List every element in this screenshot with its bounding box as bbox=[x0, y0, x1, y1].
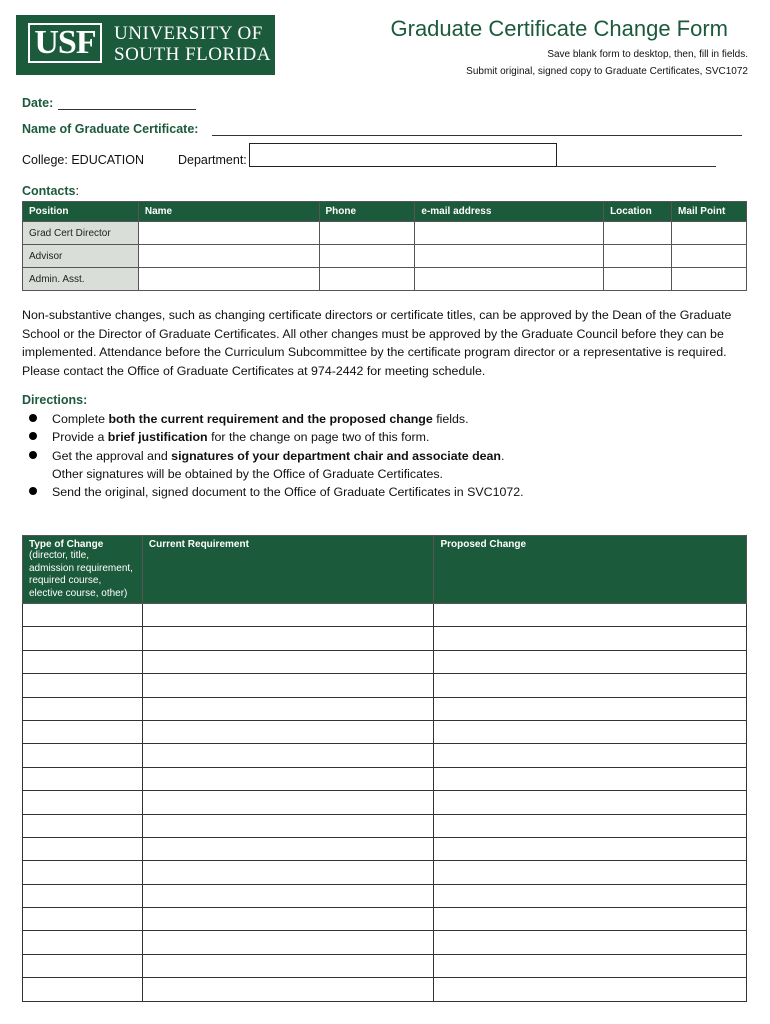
table-row bbox=[23, 791, 747, 814]
position-cell: Grad Cert Director bbox=[23, 222, 139, 245]
proposed-change-cell[interactable] bbox=[434, 604, 747, 627]
current-requirement-cell[interactable] bbox=[142, 650, 434, 673]
type-cell[interactable] bbox=[23, 604, 143, 627]
table-row bbox=[23, 931, 747, 954]
location-cell[interactable] bbox=[604, 245, 672, 268]
cert-name-field[interactable] bbox=[212, 134, 742, 136]
usf-mark: USF bbox=[28, 23, 102, 63]
item-text: Provide a bbox=[52, 430, 108, 445]
name-cell[interactable] bbox=[138, 245, 319, 268]
col-phone: Phone bbox=[319, 202, 415, 222]
proposed-change-cell[interactable] bbox=[434, 674, 747, 697]
current-requirement-cell[interactable] bbox=[142, 674, 434, 697]
current-requirement-cell[interactable] bbox=[142, 627, 434, 650]
table-row bbox=[23, 222, 747, 245]
current-requirement-cell[interactable] bbox=[142, 744, 434, 767]
item-bold: signatures of your department chair and associate dean bbox=[171, 448, 501, 463]
type-cell[interactable] bbox=[23, 791, 143, 814]
current-requirement-cell[interactable] bbox=[142, 791, 434, 814]
table-row bbox=[23, 268, 747, 291]
position-cell: Admin. Asst. bbox=[23, 268, 139, 291]
contacts-heading bbox=[22, 184, 79, 198]
contacts-table bbox=[22, 201, 747, 291]
col-title: Type of Change bbox=[29, 539, 104, 550]
email-cell[interactable] bbox=[415, 222, 604, 245]
email-cell[interactable] bbox=[415, 245, 604, 268]
list-item-continuation bbox=[28, 465, 748, 483]
name-cell[interactable] bbox=[138, 222, 319, 245]
col-proposed-change: Proposed Change bbox=[434, 536, 747, 604]
type-cell[interactable] bbox=[23, 627, 143, 650]
department-underline bbox=[556, 165, 716, 167]
table-row bbox=[23, 744, 747, 767]
proposed-change-cell[interactable] bbox=[434, 791, 747, 814]
cert-name-label: Name of Graduate Certificate: bbox=[22, 122, 199, 136]
col-subtitle: admission requirement, bbox=[29, 562, 133, 574]
current-requirement-cell[interactable] bbox=[142, 908, 434, 931]
proposed-change-cell[interactable] bbox=[434, 767, 747, 790]
table-row bbox=[23, 814, 747, 837]
col-subtitle: required course, bbox=[29, 575, 102, 586]
list-item bbox=[28, 410, 748, 428]
list-item bbox=[28, 428, 748, 446]
table-row bbox=[23, 697, 747, 720]
changes-table bbox=[22, 535, 747, 1002]
form-title: Graduate Certificate Change Form bbox=[390, 16, 728, 41]
type-cell[interactable] bbox=[23, 837, 143, 860]
current-requirement-cell[interactable] bbox=[142, 604, 434, 627]
current-requirement-cell[interactable] bbox=[142, 978, 434, 1001]
type-cell[interactable] bbox=[23, 814, 143, 837]
type-cell[interactable] bbox=[23, 697, 143, 720]
col-subtitle: elective course, other) bbox=[29, 587, 128, 599]
table-row bbox=[23, 837, 747, 860]
proposed-change-cell[interactable] bbox=[434, 884, 747, 907]
current-requirement-cell[interactable] bbox=[142, 884, 434, 907]
type-cell[interactable] bbox=[23, 861, 143, 884]
col-subtitle: (director, title, bbox=[29, 550, 90, 561]
proposed-change-cell[interactable] bbox=[434, 627, 747, 650]
position-cell: Advisor bbox=[23, 245, 139, 268]
item-text: . bbox=[501, 448, 505, 463]
type-cell[interactable] bbox=[23, 674, 143, 697]
phone-cell[interactable] bbox=[319, 268, 415, 291]
instruction-submit: Submit original, signed copy to Graduate Certificates, SVC1072 bbox=[466, 66, 748, 77]
proposed-change-cell[interactable] bbox=[434, 931, 747, 954]
college-label: College: EDUCATION bbox=[22, 153, 145, 167]
table-row bbox=[23, 650, 747, 673]
phone-cell[interactable] bbox=[319, 222, 415, 245]
current-requirement-cell[interactable] bbox=[142, 697, 434, 720]
directions-title: Directions: bbox=[22, 393, 88, 407]
department-label: Department: bbox=[178, 153, 247, 167]
list-item bbox=[28, 447, 748, 465]
type-cell[interactable] bbox=[23, 767, 143, 790]
table-row bbox=[23, 604, 747, 627]
logo-line-1: UNIVERSITY OF bbox=[114, 23, 263, 44]
item-text: Get the approval and bbox=[52, 448, 172, 463]
type-cell[interactable] bbox=[23, 908, 143, 931]
col-location: Location bbox=[604, 202, 672, 222]
bullet-icon bbox=[29, 414, 37, 422]
current-requirement-cell[interactable] bbox=[142, 954, 434, 977]
phone-cell[interactable] bbox=[319, 245, 415, 268]
proposed-change-cell[interactable] bbox=[434, 720, 747, 743]
table-row bbox=[23, 884, 747, 907]
proposed-change-cell[interactable] bbox=[434, 861, 747, 884]
table-row bbox=[23, 954, 747, 977]
table-row bbox=[23, 720, 747, 743]
proposed-change-cell[interactable] bbox=[434, 954, 747, 977]
location-cell[interactable] bbox=[604, 268, 672, 291]
department-input[interactable] bbox=[249, 143, 557, 167]
current-requirement-cell[interactable] bbox=[142, 837, 434, 860]
date-field[interactable] bbox=[58, 108, 196, 110]
type-cell[interactable] bbox=[23, 720, 143, 743]
table-row bbox=[23, 245, 747, 268]
table-row bbox=[23, 767, 747, 790]
current-requirement-cell[interactable] bbox=[142, 861, 434, 884]
col-email: e-mail address bbox=[415, 202, 604, 222]
table-row bbox=[23, 978, 747, 1001]
location-cell[interactable] bbox=[604, 222, 672, 245]
item-text: Other signatures will be obtained by the Office of Graduate Certificates. bbox=[52, 466, 443, 481]
item-bold: both the current requirement and the proposed change bbox=[108, 412, 433, 426]
contacts-colon: : bbox=[75, 184, 79, 198]
bullet-icon bbox=[29, 432, 37, 440]
type-cell[interactable] bbox=[23, 931, 143, 954]
proposed-change-cell[interactable] bbox=[434, 697, 747, 720]
table-row bbox=[23, 627, 747, 650]
mail-point-cell[interactable] bbox=[672, 222, 747, 245]
proposed-change-cell[interactable] bbox=[434, 978, 747, 1001]
current-requirement-cell[interactable] bbox=[142, 814, 434, 837]
mail-point-cell[interactable] bbox=[672, 245, 747, 268]
type-cell[interactable] bbox=[23, 954, 143, 977]
proposed-change-cell[interactable] bbox=[434, 650, 747, 673]
bullet-icon bbox=[29, 487, 37, 495]
type-cell[interactable] bbox=[23, 744, 143, 767]
current-requirement-cell[interactable] bbox=[142, 767, 434, 790]
type-cell[interactable] bbox=[23, 978, 143, 1001]
current-requirement-cell[interactable] bbox=[142, 931, 434, 954]
usf-logo bbox=[16, 15, 275, 75]
current-requirement-cell[interactable] bbox=[142, 720, 434, 743]
date-label: Date: bbox=[22, 96, 54, 110]
table-row bbox=[23, 908, 747, 931]
col-name: Name bbox=[138, 202, 319, 222]
email-cell[interactable] bbox=[415, 268, 604, 291]
col-position: Position bbox=[23, 202, 139, 222]
contacts-label: Contacts bbox=[22, 184, 76, 198]
proposed-change-cell[interactable] bbox=[434, 744, 747, 767]
table-row bbox=[23, 861, 747, 884]
col-current-requirement: Current Requirement bbox=[142, 536, 434, 604]
item-text: fields. bbox=[432, 412, 469, 426]
list-item bbox=[28, 483, 748, 501]
item-bold: brief justification bbox=[107, 430, 208, 445]
col-mail-point: Mail Point bbox=[672, 202, 747, 222]
approval-paragraph: Non-substantive changes, such as changing certificate directors or certificate titles, can be approved by the Dean of the Graduate School or the Director of Graduate Certificates. All other changes must be approved by the Graduate Council before they can be implemented. Attendance before the Curriculum Subcommittee by the certificate program director or a representative is required. Please contact the Office of Graduate Certificates at 974-2442 for meeting schedule. bbox=[22, 308, 732, 378]
table-row bbox=[23, 674, 747, 697]
col-type-of-change bbox=[23, 536, 143, 604]
instruction-save: Save blank form to desktop, then, fill in fields. bbox=[547, 49, 748, 60]
name-cell[interactable] bbox=[138, 268, 319, 291]
proposed-change-cell[interactable] bbox=[434, 908, 747, 931]
proposed-change-cell[interactable] bbox=[434, 837, 747, 860]
mail-point-cell[interactable] bbox=[672, 268, 747, 291]
proposed-change-cell[interactable] bbox=[434, 814, 747, 837]
type-cell[interactable] bbox=[23, 650, 143, 673]
logo-line-2: SOUTH FLORIDA bbox=[114, 44, 271, 65]
item-text: Send the original, signed document to the Office of Graduate Certificates in SVC1072. bbox=[52, 485, 524, 500]
item-text: Complete bbox=[52, 412, 109, 426]
directions-list bbox=[28, 410, 748, 501]
bullet-icon bbox=[29, 451, 37, 459]
item-text: for the change on page two of this form. bbox=[207, 430, 430, 445]
type-cell[interactable] bbox=[23, 884, 143, 907]
